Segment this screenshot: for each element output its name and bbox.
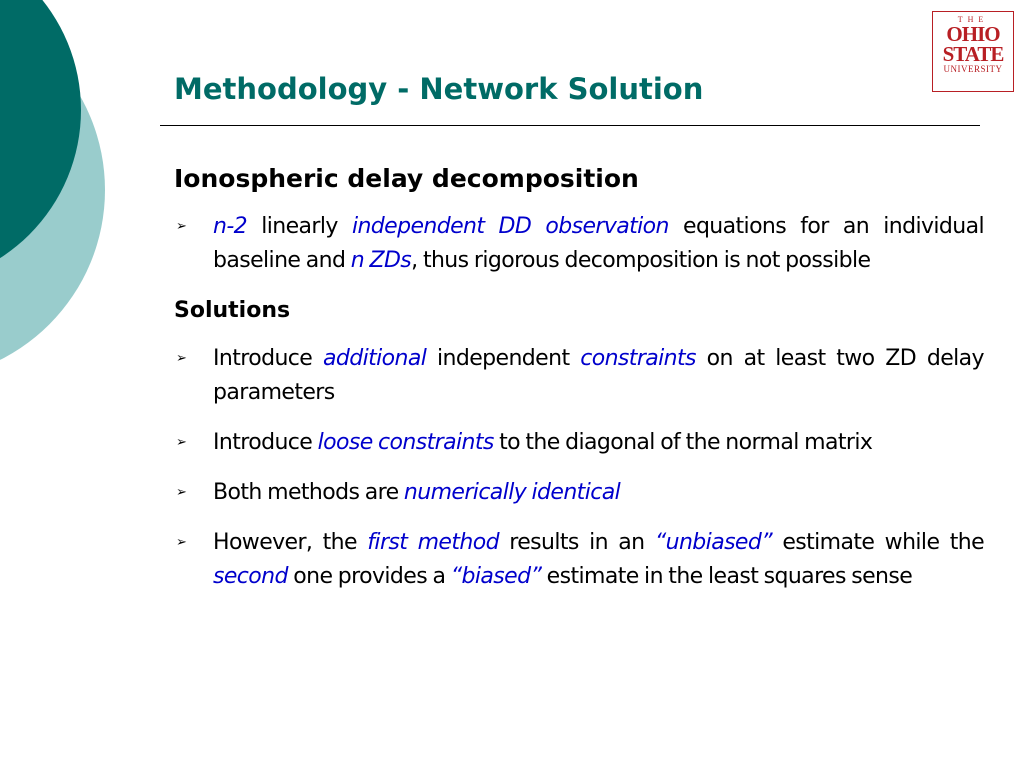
logo-line-ohio: OHIO bbox=[946, 22, 1000, 46]
slide-content bbox=[174, 162, 984, 610]
bullet-text: independent bbox=[426, 346, 581, 371]
arrow-right-icon: ➢ bbox=[176, 535, 187, 550]
bullet-text: on at least two ZD delay parameters bbox=[213, 346, 984, 405]
solutions-bullet-4 bbox=[174, 526, 984, 594]
emphasized-text: second bbox=[213, 564, 288, 589]
decorative-circles bbox=[0, 0, 110, 360]
emphasized-text: n-2 bbox=[213, 214, 248, 239]
logo-line-the: THE bbox=[957, 15, 989, 24]
arrow-right-icon: ➢ bbox=[176, 219, 187, 234]
title-divider bbox=[160, 125, 980, 126]
bullet-text: However, the bbox=[213, 530, 368, 555]
bullet-text: , thus rigorous decomposition is not possible bbox=[411, 248, 871, 273]
section-heading-solutions: Solutions bbox=[174, 298, 291, 323]
logo-line-state: STATE bbox=[942, 42, 1004, 66]
bullet-text: Both methods are bbox=[213, 480, 404, 505]
bullet-text: Introduce bbox=[213, 430, 318, 455]
emphasized-text: n ZDs bbox=[350, 248, 412, 273]
bullet-list-solutions bbox=[174, 342, 984, 594]
bullet-text: results in an bbox=[498, 530, 655, 555]
bullet-text: to the diagonal of the normal matrix bbox=[493, 430, 873, 455]
emphasized-text: loose constraints bbox=[317, 430, 494, 455]
emphasized-text: independent DD observation bbox=[351, 214, 669, 239]
logo-line-university: UNIVERSITY bbox=[943, 64, 1003, 74]
emphasized-text: constraints bbox=[580, 346, 696, 371]
bullet-text: estimate while the bbox=[772, 530, 984, 555]
arrow-right-icon: ➢ bbox=[176, 485, 187, 500]
bullet-text: estimate in the least squares sense bbox=[541, 564, 913, 589]
solutions-bullet-2 bbox=[174, 426, 984, 460]
section-heading-ionospheric: Ionospheric delay decomposition bbox=[174, 164, 639, 193]
ionospheric-bullet-1 bbox=[174, 210, 984, 278]
emphasized-text: additional bbox=[322, 346, 427, 371]
emphasized-text: numerically identical bbox=[403, 480, 621, 505]
bullet-text: one provides a bbox=[287, 564, 451, 589]
bullet-list-ionospheric bbox=[174, 210, 984, 278]
solutions-bullet-1 bbox=[174, 342, 984, 410]
slide-title: Methodology - Network Solution bbox=[174, 72, 704, 106]
ohio-state-logo bbox=[932, 11, 1014, 92]
emphasized-text: “biased” bbox=[450, 564, 542, 589]
arrow-right-icon: ➢ bbox=[176, 435, 187, 450]
emphasized-text: first method bbox=[367, 530, 499, 555]
emphasized-text: “unbiased” bbox=[654, 530, 773, 555]
arrow-right-icon: ➢ bbox=[176, 351, 187, 366]
bullet-text: linearly bbox=[247, 214, 352, 239]
bullet-text: equations for an individual baseline and bbox=[213, 214, 984, 273]
solutions-bullet-3 bbox=[174, 476, 984, 510]
bullet-text: Introduce bbox=[213, 346, 323, 371]
